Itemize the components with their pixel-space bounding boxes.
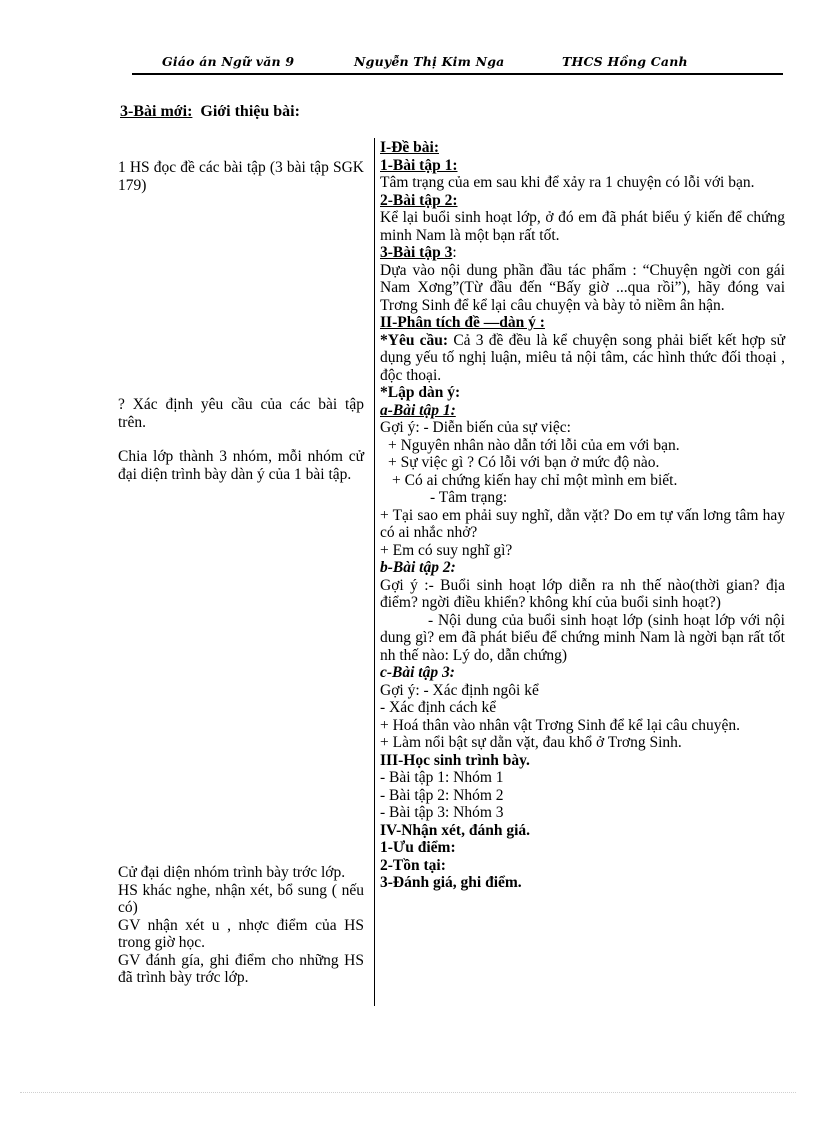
text-bai-tap-1: Tâm trạng của em sau khi để xảy ra 1 chuyện có lỗi với bạn. (380, 174, 755, 191)
hint-noi-dung-text: - Nội dung của buổi sinh hoạt lớp (sinh hoạt lớp với nội dung gì? em đã phát biểu để chứng minh Nam là ngời bạn rất tốt nh thế nào: Lý do, dẫn chứng) (380, 611, 785, 664)
hint-noi-dung (380, 612, 785, 665)
left-text-teacher-comment: GV nhận xét u , nhợc điểm của HS trong giờ học. (118, 916, 364, 951)
left-col-block-3 (118, 448, 364, 483)
heading-b-bai-tap-2: b-Bài tập 2: (380, 559, 456, 576)
section-title (120, 103, 300, 121)
heading-uu-diem: 1-Ưu điểm: (380, 839, 456, 856)
heading-bai-tap-3: 3-Bài tập 3 (380, 244, 453, 261)
left-col-block-1 (118, 159, 364, 194)
header-title: Giáo án Ngữ văn 9 (162, 54, 295, 69)
left-text-identify-requirements: ? Xác định yêu cầu của các bài tập trên. (118, 396, 364, 431)
hint-chung-kien: + Có ai chứng kiến hay chỉ một mình em biết. (392, 471, 678, 489)
heading-danh-gia: 3-Đánh giá, ghi điểm. (380, 874, 522, 891)
left-text-teacher-grade: GV đánh gía, ghi điểm cho những HS đã trình bày trớc lớp. (118, 951, 364, 986)
hint-ngoi-ke: Gợi ý: - Xác định ngôi kể (380, 681, 539, 699)
header-author: Nguyễn Thị Kim Nga (354, 54, 505, 69)
heading-c-bai-tap-3: c-Bài tập 3: (380, 664, 455, 681)
section-number: 3-Bài mới: (120, 103, 193, 120)
header-school: THCS Hồng Canh (562, 54, 688, 69)
heading-de-bai: I-Đề bài: (380, 139, 439, 156)
bottom-divider (20, 1092, 796, 1093)
heading-bai-tap-3-line (380, 244, 785, 262)
hint-suy-nghi: + Em có suy nghĩ gì? (380, 541, 513, 559)
hint-tai-sao: + Tại sao em phải suy nghĩ, dằn vặt? Do em tự vấn lơng tâm hay có ai nhắc nhở? (380, 506, 785, 541)
hint-lam-noi-bat: + Làm nổi bật sự dằn vặt, đau khổ ở Trơng Sinh. (380, 734, 682, 751)
hint-su-viec: + Sự việc gì ? Có lỗi với bạn ở mức độ nào. (388, 454, 660, 471)
heading-hoc-sinh-trinh-bay: III-Học sinh trình bày. (380, 751, 530, 769)
heading-nhan-xet: IV-Nhận xét, đánh giá. (380, 821, 531, 839)
hint-dien-bien: Gợi ý: - Diễn biến của sự việc: (380, 419, 571, 436)
left-text-peer-review: HS khác nghe, nhận xét, bổ sung ( nếu có) (118, 881, 364, 916)
requirements-label: *Yêu cầu: (380, 331, 449, 349)
hint-cach-ke: - Xác định cách kể (380, 699, 497, 716)
hint-nguyen-nhan: + Nguyên nhân nào dẫn tới lỗi của em với bạn. (388, 436, 680, 454)
header-rule (132, 73, 783, 75)
group-3: - Bài tập 3: Nhóm 3 (380, 804, 504, 821)
left-col-block-4 (118, 864, 364, 987)
hint-tam-trang: - Tâm trạng: (430, 489, 508, 506)
heading-bai-tap-1: 1-Bài tập 1: (380, 156, 458, 174)
right-column (380, 139, 785, 892)
left-col-block-2 (118, 396, 364, 431)
heading-lap-dan-y: *Lập dàn ý: (380, 384, 461, 401)
group-1: - Bài tập 1: Nhóm 1 (380, 769, 504, 786)
requirements-line (380, 332, 785, 385)
left-text-group-work: Chia lớp thành 3 nhóm, mỗi nhóm cử đại diện trình bày dàn ý của 1 bài tập. (118, 448, 364, 483)
heading-a-bai-tap-1: a-Bài tập 1: (380, 401, 456, 419)
hint-hoa-than: + Hoá thân vào nhân vật Trơng Sinh để kể lại câu chuyện. (380, 716, 741, 734)
heading-ton-tai: 2-Tồn tại: (380, 856, 446, 874)
text-bai-tap-3: Dựa vào nội dung phần đầu tác phẩm : “Chuyện ngời con gái Nam Xơng”(Từ đầu đến “Bấy giờ ...qua rồi”), hãy đóng vai Trơng Sinh để kể lại câu chuyện và bày tỏ niềm ân hận. (380, 261, 785, 314)
text-bai-tap-2: Kể lại buổi sinh hoạt lớp, ở đó em đã phát biểu ý kiến để chứng minh Nam là một bạn rất tốt. (380, 209, 785, 244)
left-text-present: Cử đại diện nhóm trình bày trớc lớp. (118, 864, 346, 881)
requirements-text: Cả 3 đề đều là kể chuyện song phải biết kết hợp sử dụng yếu tố nghị luận, miêu tả nội tâm, các hình thức đối thoại , độc thoại. (380, 331, 785, 384)
hint-buoi-sinh-hoat: Gợi ý :- Buổi sinh hoạt lớp diễn ra nh thế nào(thời gian? địa điểm? ngời điều khiển? không khí của buổi sinh hoạt?) (380, 576, 785, 611)
group-2: - Bài tập 2: Nhóm 2 (380, 786, 504, 804)
section-label: Giới thiệu bài: (200, 103, 300, 120)
page-header (130, 50, 780, 72)
heading-bai-tap-3-colon: : (452, 244, 457, 261)
column-divider (374, 138, 375, 1006)
heading-bai-tap-2: 2-Bài tập 2: (380, 191, 458, 209)
left-text-read-exercises: 1 HS đọc đề các bài tập (3 bài tập SGK 179) (118, 159, 364, 194)
heading-phan-tich: II-Phân tích đề —dàn ý : (380, 314, 545, 331)
